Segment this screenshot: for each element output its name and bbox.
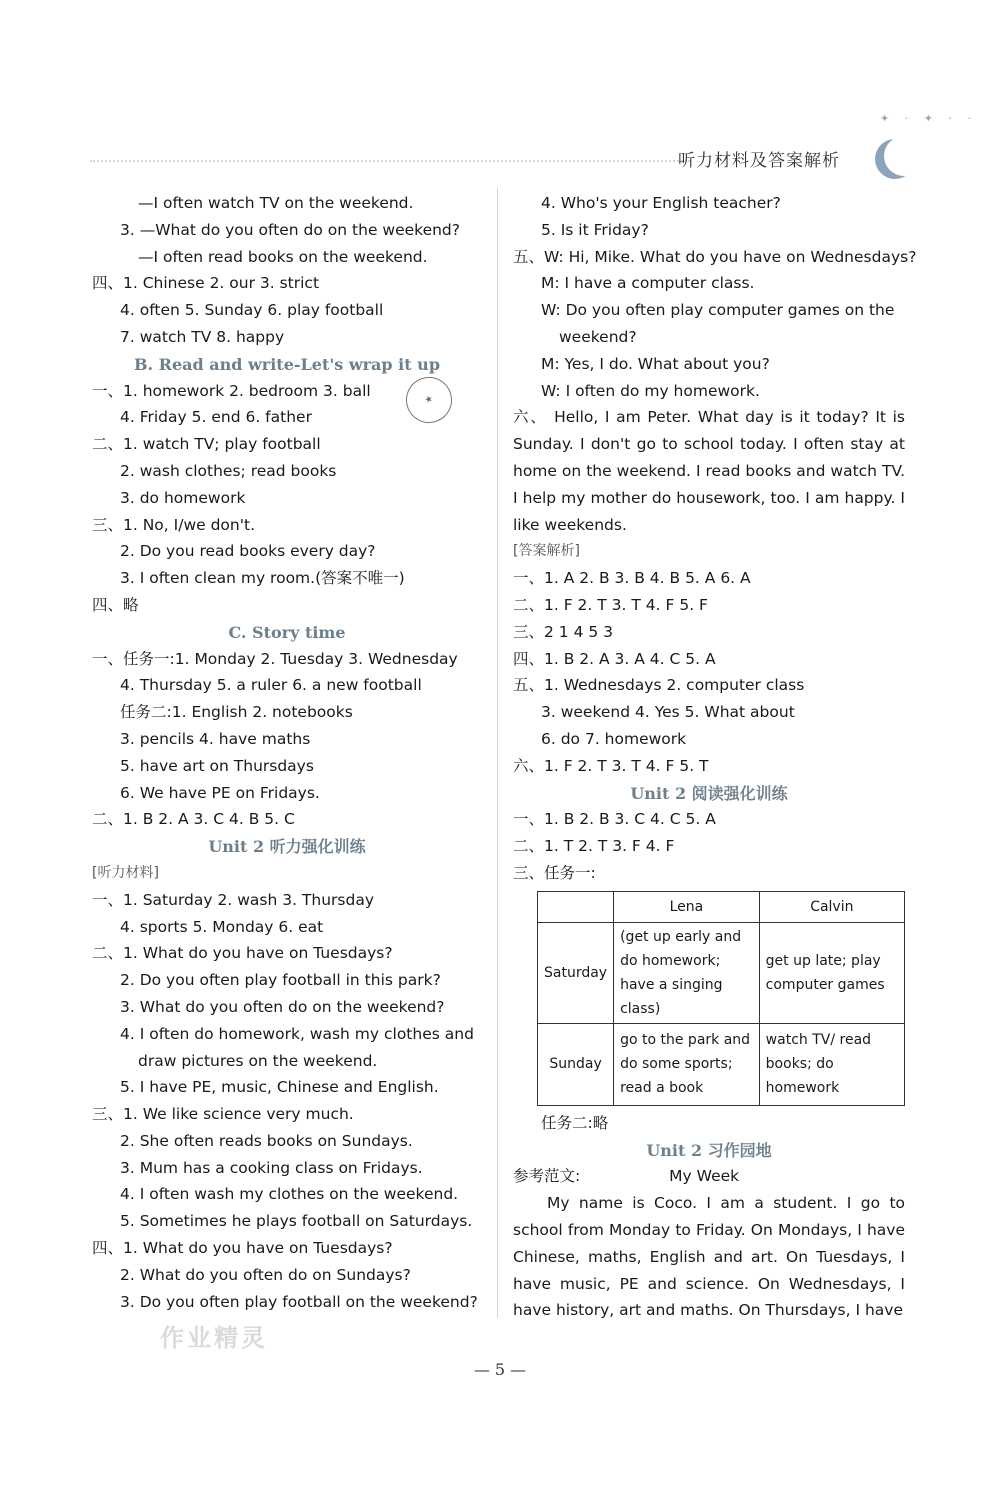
table-lena-cell: (get up early and do homework; have a singing class): [614, 922, 760, 1023]
answer-line: 5. Sometimes he plays football on Saturdays.: [120, 1212, 473, 1231]
section-title: Unit 2 习作园地: [646, 1140, 772, 1160]
answer-line: —I often read books on the weekend.: [138, 247, 428, 266]
right-answer-lines: [513, 538, 905, 886]
page-number: — 5 —: [473, 1360, 527, 1379]
stars-decoration: ✦ · ✦ · ·: [880, 112, 977, 125]
table-header-cell: Lena: [614, 891, 760, 922]
moon-icon: [884, 136, 924, 176]
section-title: B. Read and write-Let's wrap it up: [134, 354, 440, 374]
header-divider: [90, 160, 690, 162]
answer-line: 2. She often reads books on Sundays.: [120, 1131, 413, 1150]
answer-line: 一、任务一:1. Monday 2. Tuesday 3. Wednesday: [92, 649, 458, 668]
answer-line: 4. Thursday 5. a ruler 6. a new football: [120, 676, 422, 695]
answer-line: 4. I often wash my clothes on the weekend.: [120, 1185, 459, 1204]
answer-line: 二、1. B 2. A 3. C 4. B 5. C: [92, 810, 295, 829]
section-label: [听力材料]: [92, 864, 159, 881]
section-title: C. Story time: [228, 622, 346, 642]
left-column: [92, 190, 482, 1315]
answer-line: 三、2 1 4 5 3: [513, 622, 614, 641]
answer-line: 四、1. What do you have on Tuesdays?: [92, 1239, 393, 1258]
table-calvin-cell: watch TV/ read books; do homework: [759, 1023, 904, 1105]
answer-line: 3. Do you often play football on the weekend?: [120, 1292, 478, 1311]
answer-line: 二、1. watch TV; play football: [92, 435, 321, 454]
answer-line: draw pictures on the weekend.: [138, 1051, 378, 1070]
table-row: [538, 922, 905, 1023]
answer-line: 3. do homework: [120, 488, 246, 507]
answer-line: 3. What do you often do on the weekend?: [120, 997, 445, 1016]
table-header-cell: [538, 891, 614, 922]
answer-line: 3. weekend 4. Yes 5. What about: [541, 703, 795, 722]
answer-line: 二、1. T 2. T 3. F 4. F: [513, 837, 675, 856]
essay-title: My Week: [669, 1167, 740, 1186]
table-header-row: [538, 891, 905, 922]
answer-line: M: Yes, I do. What about you?: [541, 354, 770, 373]
answer-line: 3. Mum has a cooking class on Fridays.: [120, 1158, 423, 1177]
answer-line: 7. watch TV 8. happy: [120, 327, 285, 346]
answer-line: 三、1. We like science very much.: [92, 1105, 354, 1124]
answer-line: 五、1. Wednesdays 2. computer class: [513, 676, 805, 695]
answer-line: 2. What do you often do on Sundays?: [120, 1265, 411, 1284]
section-label: [答案解析]: [513, 543, 580, 560]
table-calvin-cell: get up late; play computer games: [759, 922, 904, 1023]
answer-line: 4. sports 5. Monday 6. eat: [120, 917, 324, 936]
answer-line: 一、1. Saturday 2. wash 3. Thursday: [92, 890, 374, 909]
answer-line: 任务二:1. English 2. notebooks: [120, 703, 353, 722]
table-header-cell: Calvin: [759, 891, 904, 922]
table-row: [538, 1023, 905, 1105]
section-title: Unit 2 阅读强化训练: [630, 783, 788, 803]
essay-heading: [513, 1163, 905, 1190]
answer-line: 一、1. A 2. B 3. B 4. B 5. A 6. A: [513, 569, 751, 588]
answer-line: 四、1. Chinese 2. our 3. strict: [92, 274, 320, 293]
answer-line: 二、1. What do you have on Tuesdays?: [92, 944, 393, 963]
answer-line: M: I have a computer class.: [541, 274, 755, 293]
answer-line: W: I often do my homework.: [541, 381, 760, 400]
answer-line: 任务二:略: [541, 1113, 609, 1132]
page-header-title: 听力材料及答案解析: [678, 151, 840, 171]
answer-line: 三、任务一:: [513, 863, 596, 882]
column-divider: [497, 188, 498, 1318]
answer-line: 一、1. homework 2. bedroom 3. ball: [92, 381, 371, 400]
answer-line: 2. wash clothes; read books: [120, 461, 337, 480]
section-title: Unit 2 听力强化训练: [208, 837, 366, 857]
answer-line: 二、1. F 2. T 3. T 4. F 5. F: [513, 595, 708, 614]
answer-line: 4. Friday 5. end 6. father: [120, 408, 312, 427]
answer-line: 五、W: Hi, Mike. What do you have on Wednesdays?: [513, 247, 917, 266]
stamp-badge-icon: ★: [400, 371, 459, 430]
answer-line: 3. I often clean my room.(答案不唯一): [120, 569, 405, 588]
right-bottom-lines: [513, 1110, 905, 1164]
listening-paragraph-six: 六、 Hello, I am Peter. What day is it today? It is Sunday. I don't go to school today. I often stay at home on the weekend. I read books and watch TV. I help my mother do housework, too. I am happy. I like weekends.: [513, 408, 905, 534]
answer-line: —I often watch TV on the weekend.: [138, 194, 414, 212]
essay-label: 参考范文:: [513, 1167, 581, 1186]
answer-line: 5. have art on Thursdays: [120, 756, 314, 775]
answer-line: 3. —What do you often do on the weekend?: [120, 220, 461, 239]
answer-line: 4. Who's your English teacher?: [541, 194, 781, 212]
answer-line: 6. do 7. homework: [541, 729, 687, 748]
right-top-lines: [513, 190, 917, 404]
answer-line: 6. We have PE on Fridays.: [120, 783, 320, 802]
answer-line: 5. I have PE, music, Chinese and English.: [120, 1078, 439, 1097]
answer-line: 4. I often do homework, wash my clothes and: [120, 1024, 474, 1043]
answer-line: 四、略: [92, 595, 139, 614]
right-column: [513, 190, 917, 1324]
answer-line: 4. often 5. Sunday 6. play football: [120, 301, 384, 320]
answer-line: 3. pencils 4. have maths: [120, 729, 311, 748]
answer-line: 三、1. No, I/we don't.: [92, 515, 255, 534]
answer-line: 2. Do you read books every day?: [120, 542, 376, 561]
answer-line: 一、1. B 2. B 3. C 4. C 5. A: [513, 810, 716, 829]
answer-table: [537, 891, 905, 1106]
answer-line: 2. Do you often play football in this park?: [120, 971, 441, 990]
answer-line: 5. Is it Friday?: [541, 220, 649, 239]
answer-line: W: Do you often play computer games on the: [541, 301, 895, 320]
table-lena-cell: go to the park and do some sports; read a book: [614, 1023, 760, 1105]
watermark-text: 作业精灵: [160, 1324, 268, 1352]
answer-line: 六、1. F 2. T 3. T 4. F 5. T: [513, 756, 709, 775]
essay-body: My name is Coco. I am a student. I go to school from Monday to Friday. On Mondays, I have Chinese, maths, English and art. On Tuesdays, I have music, PE and science. On Wednesdays, I have history, art and maths. On Thursdays, I have: [513, 1194, 905, 1320]
answer-line: weekend?: [559, 327, 637, 346]
answer-line: 四、1. B 2. A 3. A 4. C 5. A: [513, 649, 716, 668]
table-day-cell: Sunday: [538, 1023, 614, 1105]
table-day-cell: Saturday: [538, 922, 614, 1023]
